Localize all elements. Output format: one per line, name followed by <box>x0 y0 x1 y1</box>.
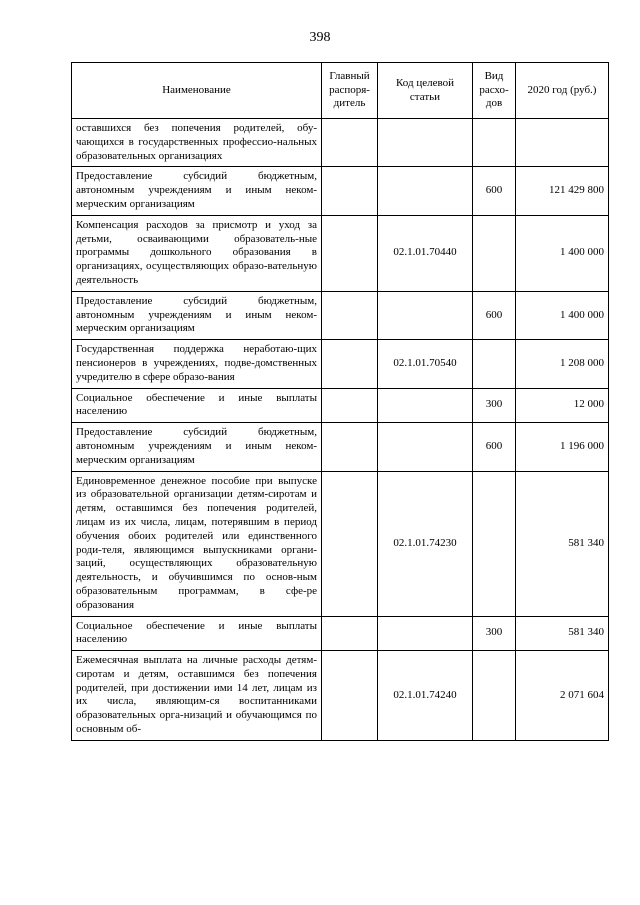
cell-name: Предоставление субсидий бюджетным, автономным учреждениям и иным неком-мерческим организациям <box>72 423 322 471</box>
header-amount: 2020 год (руб.) <box>516 63 609 119</box>
cell-name: Предоставление субсидий бюджетным, автономным учреждениям и иным неком-мерческим организациям <box>72 167 322 215</box>
cell-target-code: 02.1.01.74240 <box>378 651 473 741</box>
cell-main-manager <box>322 119 378 167</box>
cell-main-manager <box>322 388 378 423</box>
cell-name: Социальное обеспечение и иные выплаты населению <box>72 388 322 423</box>
cell-expense-type <box>473 215 516 291</box>
table-row <box>72 616 609 651</box>
cell-name: Социальное обеспечение и иные выплаты населению <box>72 616 322 651</box>
cell-target-code: 02.1.01.74230 <box>378 471 473 616</box>
cell-expense-type <box>473 471 516 616</box>
cell-name: Ежемесячная выплата на личные расходы детям-сиротам и детям, оставшимся без попечения родителей, при достижении ими 14 лет, лицам из их числа, являющим-ся воспитанниками образовательных орга-низаций и обучающимся по основным об- <box>72 651 322 741</box>
table-row <box>72 119 609 167</box>
cell-amount <box>516 119 609 167</box>
cell-amount: 1 196 000 <box>516 423 609 471</box>
cell-expense-type <box>473 651 516 741</box>
cell-main-manager <box>322 215 378 291</box>
cell-target-code: 02.1.01.70440 <box>378 215 473 291</box>
header-target-code: Код целевой статьи <box>378 63 473 119</box>
header-main-manager: Главный распоря-дитель <box>322 63 378 119</box>
cell-amount: 2 071 604 <box>516 651 609 741</box>
header-expense-type: Вид расхо-дов <box>473 63 516 119</box>
cell-amount: 581 340 <box>516 616 609 651</box>
cell-amount: 1 400 000 <box>516 291 609 339</box>
table-row <box>72 291 609 339</box>
page-number: 398 <box>309 30 331 45</box>
cell-name: Государственная поддержка неработаю-щих пенсионеров в учреждениях, подве-домственных учредителю в сфере образо-вания <box>72 340 322 388</box>
budget-table <box>71 62 609 741</box>
cell-amount: 121 429 800 <box>516 167 609 215</box>
cell-main-manager <box>322 340 378 388</box>
cell-amount: 1 208 000 <box>516 340 609 388</box>
table-row <box>72 423 609 471</box>
cell-main-manager <box>322 651 378 741</box>
cell-main-manager <box>322 471 378 616</box>
table-row <box>72 340 609 388</box>
cell-target-code <box>378 167 473 215</box>
cell-main-manager <box>322 291 378 339</box>
table-row <box>72 471 609 616</box>
table-row <box>72 215 609 291</box>
cell-target-code <box>378 423 473 471</box>
cell-name: оставшихся без попечения родителей, обу-чающихся в государственных профессио-нальных образовательных организациях <box>72 119 322 167</box>
header-name: Наименование <box>72 63 322 119</box>
cell-name: Компенсация расходов за присмотр и уход за детьми, осваивающими образователь-ные программы дошкольного образования в организациях, осуществляющих образо-вательную деятельность <box>72 215 322 291</box>
table-row <box>72 167 609 215</box>
table-header-row <box>72 63 609 119</box>
table-row <box>72 651 609 741</box>
cell-expense-type <box>473 340 516 388</box>
cell-target-code <box>378 119 473 167</box>
cell-expense-type: 600 <box>473 423 516 471</box>
cell-main-manager <box>322 167 378 215</box>
cell-expense-type: 300 <box>473 388 516 423</box>
cell-target-code <box>378 616 473 651</box>
cell-name: Единовременное денежное пособие при выпуске из образовательной организации детям-сиротам и детям, оставшимся без попечения родителей, лицам из их числа, лицам, потерявшим в период обучения обоих родителей или единственного роди-теля, являющимся выпускниками органи-заций, осуществляющих образовательную деятельность, и обучившимся по основ-ным образовательным программам, в сфе-ре образования <box>72 471 322 616</box>
cell-amount: 581 340 <box>516 471 609 616</box>
cell-main-manager <box>322 616 378 651</box>
cell-amount: 12 000 <box>516 388 609 423</box>
cell-main-manager <box>322 423 378 471</box>
cell-target-code: 02.1.01.70540 <box>378 340 473 388</box>
cell-expense-type: 600 <box>473 291 516 339</box>
cell-target-code <box>378 291 473 339</box>
cell-name: Предоставление субсидий бюджетным, автономным учреждениям и иным неком-мерческим организациям <box>72 291 322 339</box>
cell-expense-type: 600 <box>473 167 516 215</box>
cell-target-code <box>378 388 473 423</box>
table-row <box>72 388 609 423</box>
cell-expense-type: 300 <box>473 616 516 651</box>
cell-amount: 1 400 000 <box>516 215 609 291</box>
cell-expense-type <box>473 119 516 167</box>
